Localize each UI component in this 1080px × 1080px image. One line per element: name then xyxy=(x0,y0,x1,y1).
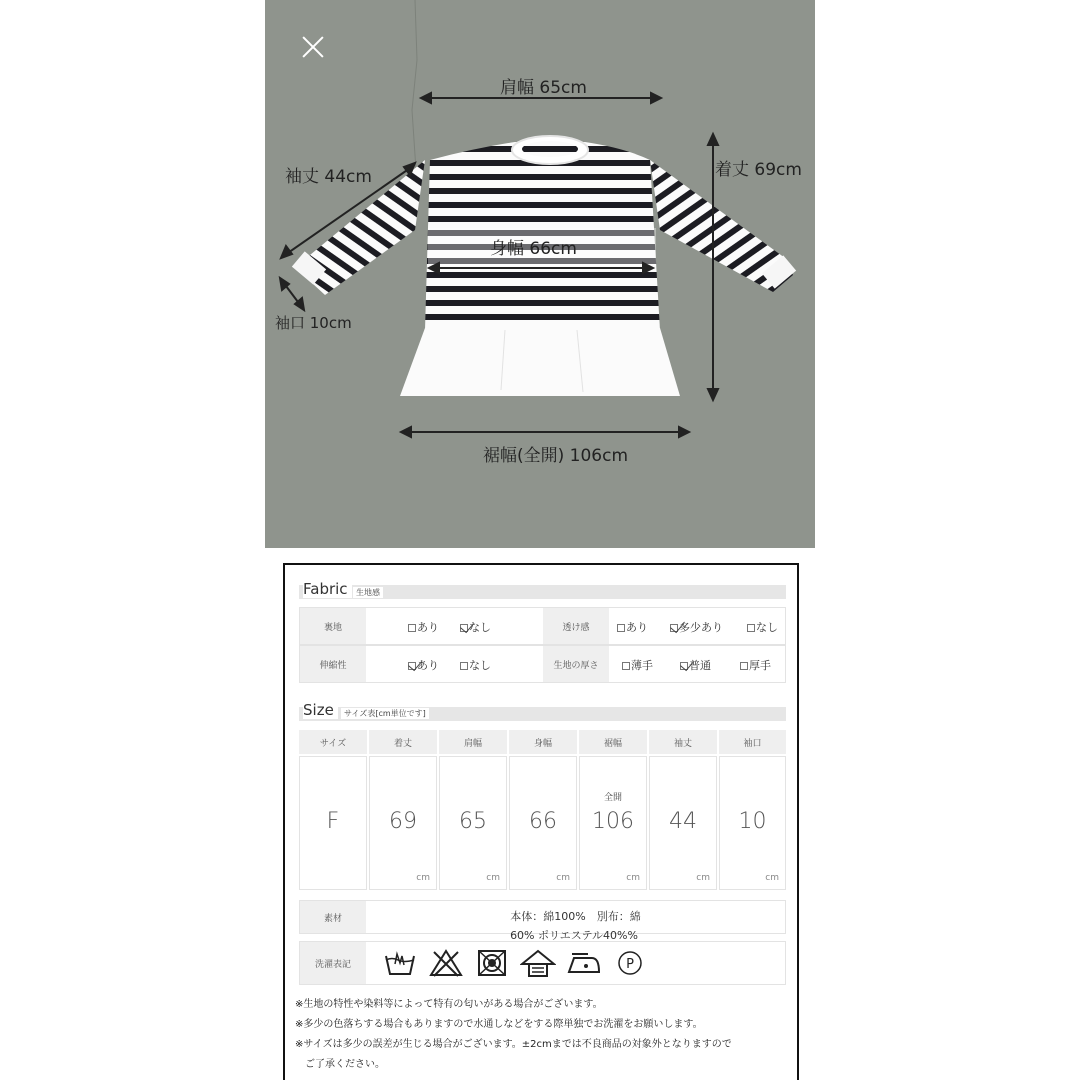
material-label: 素材 xyxy=(300,901,366,933)
care-icons xyxy=(382,948,648,978)
size-header-length: 着丈 xyxy=(369,730,437,754)
size-header-sleeve: 袖丈 xyxy=(649,730,717,754)
sheerness-option-slight[interactable]: 多少あり xyxy=(670,619,723,635)
sleeve-length-label: 袖丈 44cm xyxy=(285,167,372,187)
cuff-value: 10 xyxy=(738,809,767,834)
body-value: 66 xyxy=(529,809,557,834)
size-cell-body xyxy=(509,756,577,890)
material-text xyxy=(366,907,785,927)
note-2: ※多少の色落ちする場合もありますので水通しなどをする際単独でお洗濯をお願いします。 xyxy=(295,1019,703,1030)
checked-checkbox-icon xyxy=(460,624,468,632)
svg-text:P: P xyxy=(626,957,634,972)
stretch-option-yes[interactable]: あり xyxy=(408,657,439,673)
size-cell-shoulder xyxy=(439,756,507,890)
note-3: ※サイズは多少の誤差が生じる場合がございます。±2cmまでは不良商品の対象外となりますので xyxy=(295,1039,732,1050)
size-subtitle: サイズ表[cm単位です] xyxy=(341,708,429,719)
lining-option-no[interactable]: なし xyxy=(460,619,491,635)
checkbox-icon xyxy=(408,624,416,632)
size-header-hem: 裾幅 xyxy=(579,730,647,754)
thickness-option-normal[interactable]: 普通 xyxy=(680,657,711,673)
stretch-label: 伸縮性 xyxy=(300,646,366,682)
fabric-title: Fabric xyxy=(303,580,352,598)
spec-card xyxy=(283,563,799,1080)
notes xyxy=(295,995,732,1075)
size-cell-hem xyxy=(579,756,647,890)
size-cell-sleeve xyxy=(649,756,717,890)
checkbox-icon xyxy=(740,662,748,670)
fabric-row-1 xyxy=(299,607,786,645)
checkbox-icon xyxy=(747,624,755,632)
dry-clean-p-icon xyxy=(612,948,648,978)
sheerness-label: 透け感 xyxy=(543,608,609,644)
fabric-subtitle: 生地感 xyxy=(353,587,383,598)
material-line-2: 60% ポリエステル40%% xyxy=(510,929,638,942)
peplum-hem xyxy=(400,328,680,396)
hand-wash-icon xyxy=(382,948,418,978)
size-cell-cuff xyxy=(719,756,786,890)
thickness-option-thick[interactable]: 厚手 xyxy=(740,657,771,673)
hang-dry-icon xyxy=(520,948,556,978)
material-line-1: 本体：綿100% 別布：綿 xyxy=(510,910,641,923)
fabric-row-2 xyxy=(299,645,786,683)
shoulder-value: 65 xyxy=(459,809,487,834)
sheerness-option-yes[interactable]: あり xyxy=(617,619,648,635)
total-length-label: 着丈 69cm xyxy=(715,160,802,180)
lining-label: 裏地 xyxy=(300,608,366,644)
hem-width-label: 裾幅(全開) 106cm xyxy=(483,446,629,466)
size-header-size: サイズ xyxy=(299,730,367,754)
product-photo xyxy=(265,0,815,548)
unit-label: cm xyxy=(486,873,500,883)
care-row xyxy=(299,941,786,985)
checkbox-icon xyxy=(622,662,630,670)
size-value: F xyxy=(326,809,340,834)
length-value: 69 xyxy=(389,809,417,834)
no-bleach-icon xyxy=(428,948,464,978)
lining-option-yes[interactable]: あり xyxy=(408,619,439,635)
unit-label: cm xyxy=(765,873,779,883)
size-cell-size xyxy=(299,756,367,890)
thickness-label: 生地の厚さ xyxy=(543,646,609,682)
checkbox-icon xyxy=(617,624,625,632)
note-4: ご了承ください。 xyxy=(295,1059,385,1070)
unit-label: cm xyxy=(416,873,430,883)
checked-checkbox-icon xyxy=(680,662,688,670)
shoulder-width-label: 肩幅 65cm xyxy=(500,78,587,98)
sheerness-option-no[interactable]: なし xyxy=(747,619,778,635)
size-title: Size xyxy=(303,701,338,719)
checked-checkbox-icon xyxy=(670,624,678,632)
iron-low-icon xyxy=(566,948,602,978)
checkbox-icon xyxy=(460,662,468,670)
body-width-label: 身幅 66cm xyxy=(490,239,577,259)
no-tumble-dry-icon xyxy=(474,948,510,978)
sleeve-value: 44 xyxy=(669,809,697,834)
checked-checkbox-icon xyxy=(408,662,416,670)
unit-label: cm xyxy=(696,873,710,883)
stretch-option-no[interactable]: なし xyxy=(460,657,491,673)
size-cell-length xyxy=(369,756,437,890)
hem-value: 106 xyxy=(592,809,634,834)
unit-label: cm xyxy=(556,873,570,883)
size-header-body: 身幅 xyxy=(509,730,577,754)
size-header-shoulder: 肩幅 xyxy=(439,730,507,754)
hem-note: 全開 xyxy=(603,793,622,803)
care-label: 洗濯表記 xyxy=(300,942,366,984)
cuff-width-label: 袖口 10cm xyxy=(275,314,352,332)
size-header-cuff: 袖口 xyxy=(719,730,786,754)
thickness-option-thin[interactable]: 薄手 xyxy=(622,657,653,673)
close-button[interactable] xyxy=(300,33,328,61)
note-1: ※生地の特性や染料等によって特有の匂いがある場合がございます。 xyxy=(295,999,603,1010)
unit-label: cm xyxy=(626,873,640,883)
